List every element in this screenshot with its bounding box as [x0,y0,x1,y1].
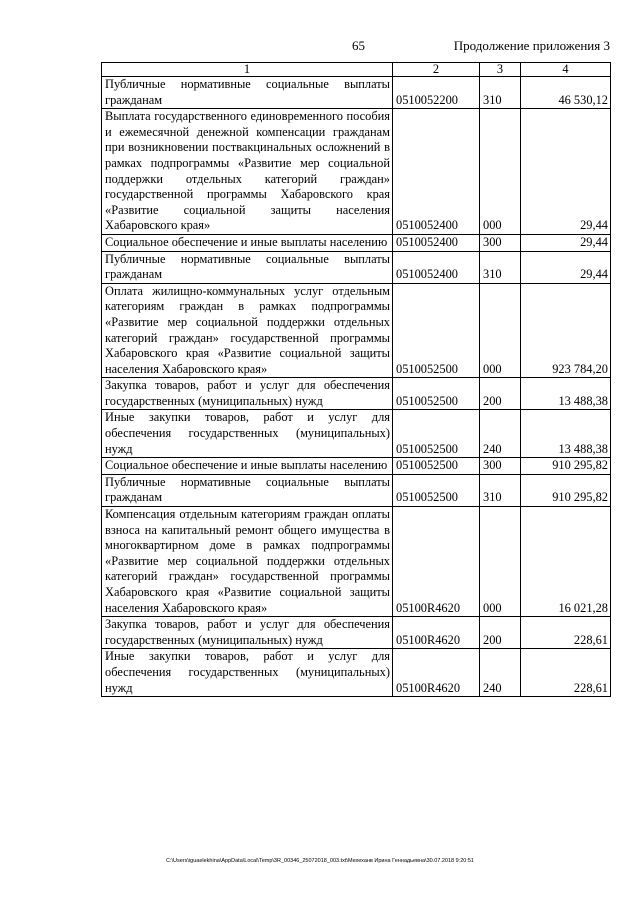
row-type-cell: 300 [480,234,521,251]
row-name-cell: Иные закупки товаров, работ и услуг для обеспечения государственных (муниципальных) нужд [102,649,393,697]
table-row [102,474,611,506]
appendix-continuation-label: Продолжение приложения 3 [453,38,610,53]
row-amount-cell: 13 488,38 [521,410,611,458]
row-amount-cell: 46 530,12 [521,77,611,109]
table-row [102,649,611,697]
row-amount-cell: 228,61 [521,617,611,649]
table-row [102,458,611,475]
column-header-4: 4 [521,63,611,77]
row-code-cell: 0510052500 [393,410,480,458]
row-type-cell: 000 [480,109,521,235]
table-row [102,410,611,458]
row-type-cell: 310 [480,474,521,506]
row-code-cell: 0510052500 [393,283,480,378]
row-type-cell: 300 [480,458,521,475]
row-amount-cell: 29,44 [521,251,611,283]
row-name-cell: Публичные нормативные социальные выплаты гражданам [102,474,393,506]
row-type-cell: 240 [480,410,521,458]
row-type-cell: 000 [480,507,521,617]
row-name-cell: Закупка товаров, работ и услуг для обеспечения государственных (муниципальных) нужд [102,617,393,649]
row-amount-cell: 29,44 [521,234,611,251]
row-code-cell: 0510052500 [393,474,480,506]
column-header-3: 3 [480,63,521,77]
file-path-footer: C:\Users\iguaelekhina\AppData\Local\Temp\3R_00346_25072018_003.txt\Мехеханв Ирина Геннадьевна\30.07.2018 9:20:51 [166,858,474,864]
column-header-2: 2 [393,63,480,77]
budget-table [101,62,611,697]
row-type-cell: 200 [480,378,521,410]
row-amount-cell: 910 295,82 [521,458,611,475]
row-type-cell: 240 [480,649,521,697]
row-type-cell: 310 [480,77,521,109]
row-name-cell: Публичные нормативные социальные выплаты гражданам [102,77,393,109]
table-row [102,507,611,617]
row-code-cell: 05100R4620 [393,617,480,649]
row-name-cell: Социальное обеспечение и иные выплаты населению [102,234,393,251]
table-row [102,617,611,649]
row-type-cell: 310 [480,251,521,283]
row-amount-cell: 29,44 [521,109,611,235]
row-amount-cell: 923 784,20 [521,283,611,378]
row-name-cell: Иные закупки товаров, работ и услуг для обеспечения государственных (муниципальных) нужд [102,410,393,458]
row-code-cell: 0510052500 [393,458,480,475]
table-row [102,283,611,378]
row-name-cell: Публичные нормативные социальные выплаты гражданам [102,251,393,283]
row-amount-cell: 228,61 [521,649,611,697]
column-number-row [102,63,611,77]
page-number: 65 [352,38,365,53]
table-row [102,378,611,410]
table-row [102,234,611,251]
row-code-cell: 0510052500 [393,378,480,410]
table-row [102,77,611,109]
row-code-cell: 05100R4620 [393,507,480,617]
row-name-cell: Оплата жилищно-коммунальных услуг отдельным категориям граждан в рамках подпрограммы «Развитие мер социальной поддержки отдельных категорий граждан» государственной программы Хабаровского края «Развитие социальной защиты населения Хабаровского края» [102,283,393,378]
row-code-cell: 0510052400 [393,109,480,235]
row-code-cell: 05100R4620 [393,649,480,697]
row-name-cell: Компенсация отдельным категориям граждан оплаты взноса на капитальный ремонт общего имущества в многоквартирном доме в рамках подпрограммы «Развитие мер социальной поддержки отдельных категорий граждан» государственной программы Хабаровского края «Развитие социальной защиты населения Хабаровского края» [102,507,393,617]
row-amount-cell: 910 295,82 [521,474,611,506]
row-code-cell: 0510052400 [393,251,480,283]
row-amount-cell: 16 021,28 [521,507,611,617]
table-row [102,251,611,283]
row-amount-cell: 13 488,38 [521,378,611,410]
row-name-cell: Социальное обеспечение и иные выплаты населению [102,458,393,475]
column-header-1: 1 [102,63,393,77]
row-name-cell: Выплата государственного единовременного пособия и ежемесячной денежной компенсации гражданам при возникновении поствакцинальных осложнений в рамках подпрограммы «Развитие мер социальной поддержки отдельных категорий граждан» государственной программы Хабаровского края «Развитие социальной защиты населения Хабаровского края» [102,109,393,235]
row-code-cell: 0510052400 [393,234,480,251]
row-code-cell: 0510052200 [393,77,480,109]
table-body [102,77,611,697]
row-type-cell: 200 [480,617,521,649]
table-row [102,109,611,235]
page-header [0,38,640,58]
row-type-cell: 000 [480,283,521,378]
row-name-cell: Закупка товаров, работ и услуг для обеспечения государственных (муниципальных) нужд [102,378,393,410]
